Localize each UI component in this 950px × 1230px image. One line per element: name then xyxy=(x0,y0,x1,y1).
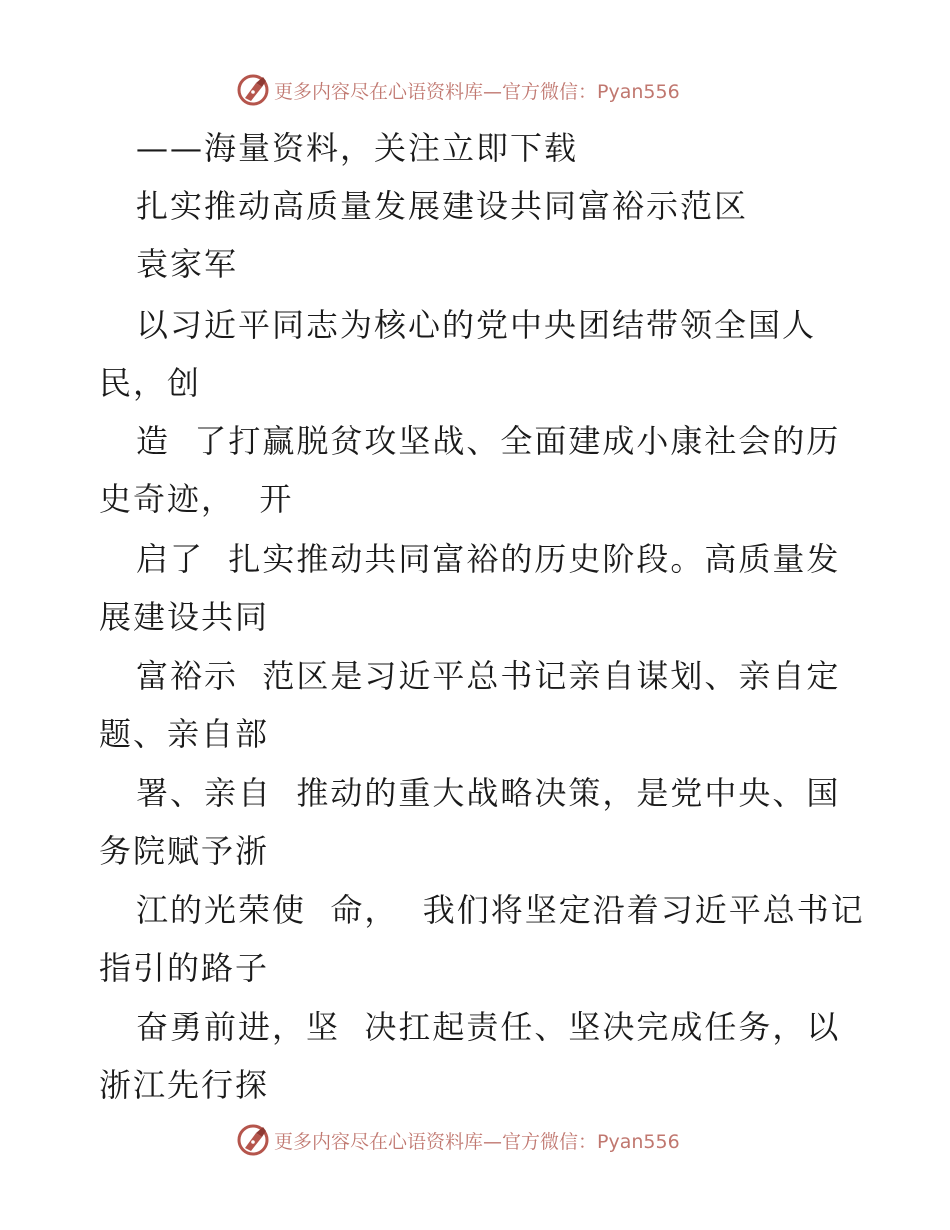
footer-banner xyxy=(236,1122,680,1158)
doc-line-16: 奋勇前进，坚 决扛起责任、坚决完成任务，以 xyxy=(136,1008,841,1046)
header-banner-text: 更多内容尽在心语资料库—官方微信：Pyan556 xyxy=(274,80,680,103)
pen-nib-logo-icon xyxy=(236,73,270,107)
doc-line-2: 扎实推动高质量发展建设共同富裕示范区 xyxy=(136,187,749,225)
pen-nib-logo-icon xyxy=(236,1123,270,1157)
doc-line-13: 务院赋予浙 xyxy=(99,832,270,870)
doc-line-6: 造 了打赢脱贫攻坚战、全面建成小康社会的历 xyxy=(136,422,841,460)
doc-line-15: 指引的路子 xyxy=(99,949,270,987)
doc-line-12: 署、亲自 推动的重大战略决策，是党中央、国 xyxy=(136,774,841,812)
doc-line-5: 民，创 xyxy=(99,364,202,402)
header-banner xyxy=(236,72,680,108)
doc-line-11: 题、亲自部 xyxy=(99,715,270,753)
doc-line-14: 江的光荣使 命， 我们将坚定沿着习近平总书记 xyxy=(136,891,865,929)
doc-line-8: 启了 扎实推动共同富裕的历史阶段。高质量发 xyxy=(136,540,841,578)
doc-line-3: 袁家军 xyxy=(136,245,239,283)
doc-line-7: 史奇迹， 开 xyxy=(99,480,294,518)
footer-banner-text: 更多内容尽在心语资料库—官方微信：Pyan556 xyxy=(274,1130,680,1153)
doc-line-10: 富裕示 范区是习近平总书记亲自谋划、亲自定 xyxy=(136,657,841,695)
doc-line-17: 浙江先行探 xyxy=(99,1066,270,1104)
doc-line-1: ——海量资料，关注立即下载 xyxy=(136,129,579,167)
doc-line-4: 以习近平同志为核心的党中央团结带领全国人 xyxy=(136,306,817,344)
doc-line-9: 展建设共同 xyxy=(99,598,270,636)
